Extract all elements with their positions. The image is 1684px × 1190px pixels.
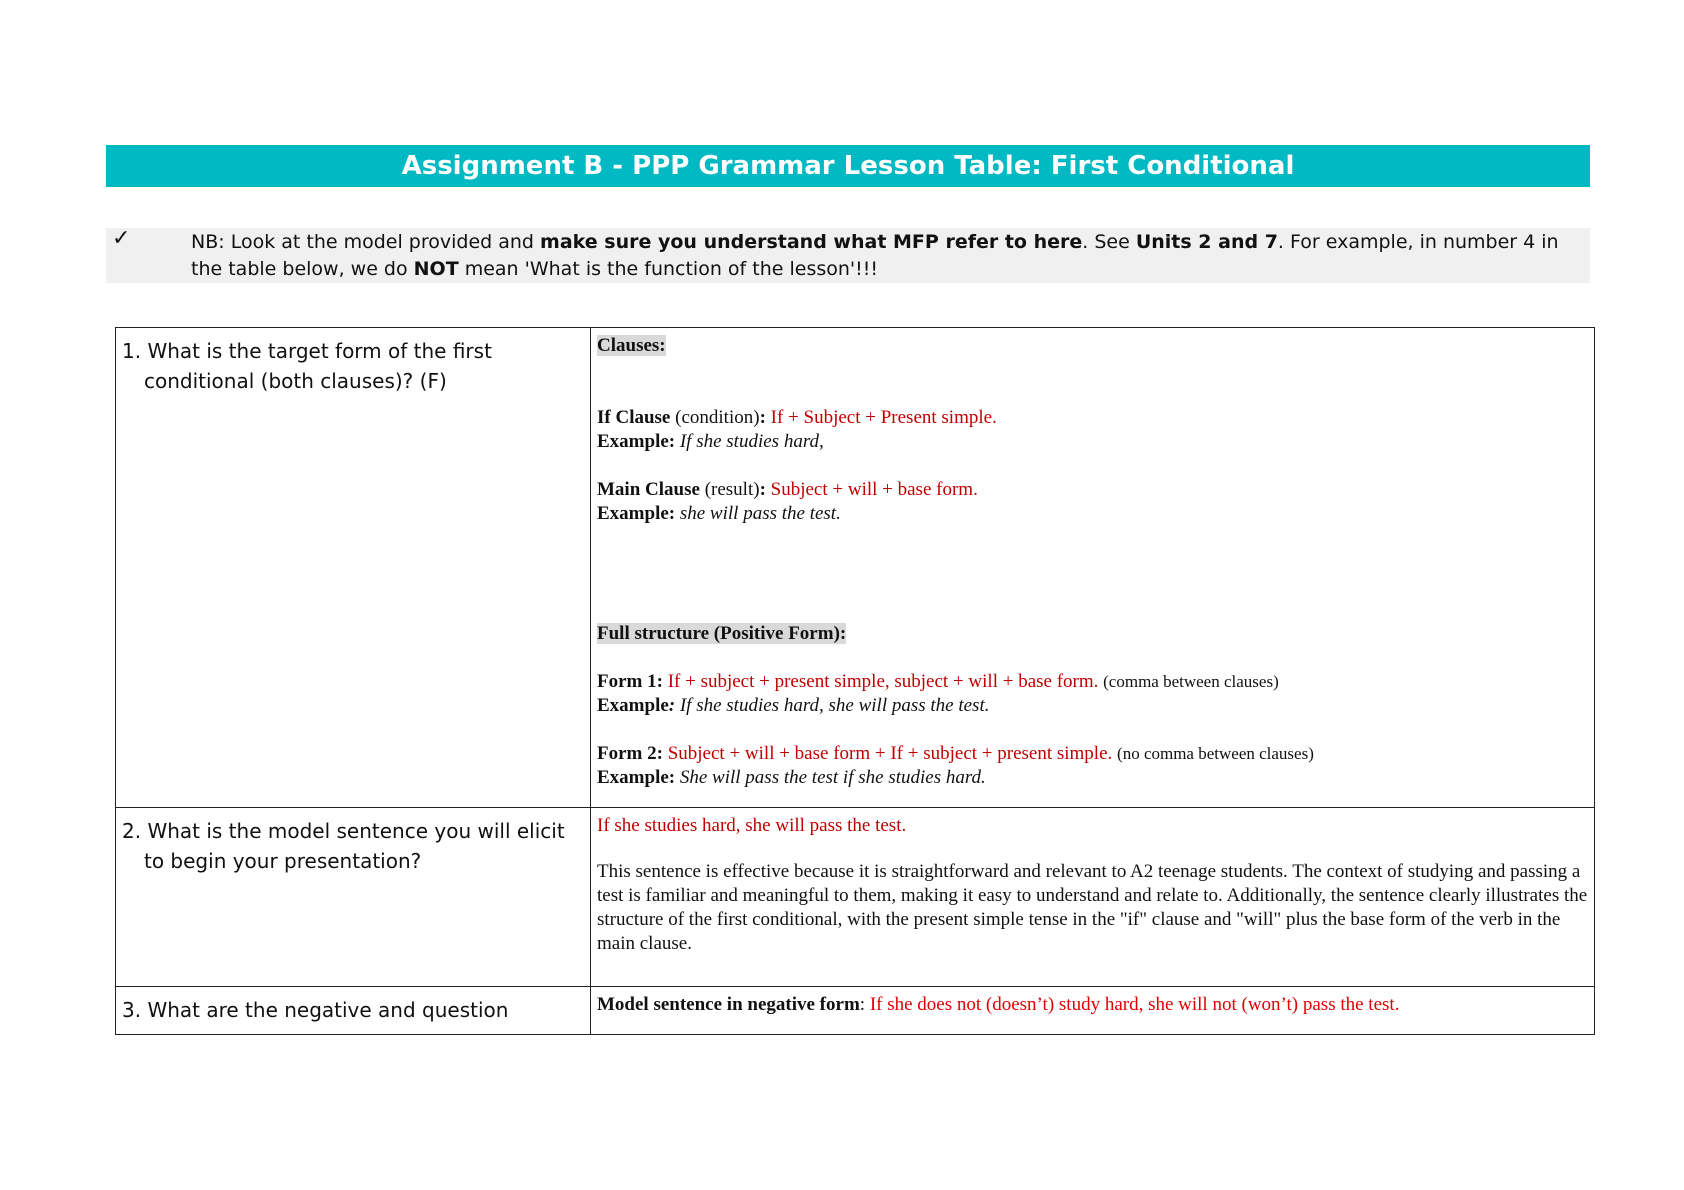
example-label: Example: [597, 695, 669, 716]
if-clause-form: If + Subject + Present simple.: [770, 407, 997, 428]
colon: :: [859, 994, 870, 1015]
negative-sentence: If she does not (doesn’t) study hard, she will not (won’t) pass the test.: [869, 994, 1400, 1015]
example-label: Example:: [597, 767, 676, 788]
form2-note: (no comma between clauses): [1117, 744, 1314, 763]
form1-label: Form 1:: [597, 671, 663, 692]
note-bold: Units 2 and 7: [1135, 231, 1278, 253]
form2-example: She will pass the test if she studies hard.: [679, 767, 986, 788]
answer-cell: [591, 328, 1595, 808]
main-clause-form: Subject + will + base form.: [770, 479, 978, 500]
if-example: If she studies hard,: [679, 431, 824, 452]
question-cell: [116, 987, 591, 1035]
answer-cell: [591, 808, 1595, 987]
lesson-table: [115, 327, 1595, 1035]
clauses-heading: Clauses:: [597, 335, 666, 356]
table-row: [116, 987, 1595, 1035]
form2-example-line: [597, 766, 1588, 790]
model-sentence: If she studies hard, she will pass the test.: [597, 815, 907, 836]
note-part: . For example, in number 4 in the table below, we do: [191, 231, 1559, 280]
if-clause-label: If Clause: [597, 407, 671, 428]
form2-label: Form 2:: [597, 743, 663, 764]
question-text: 2. What is the model sentence you will elicit to begin your presentation?: [122, 819, 565, 873]
negative-line: [597, 993, 1588, 1017]
colon: :: [668, 695, 676, 716]
table-row: [116, 328, 1595, 808]
question-cell: [116, 328, 591, 808]
note-bold: NOT: [413, 258, 459, 280]
form2-structure: Subject + will + base form + If + subject + present simple.: [667, 743, 1113, 764]
full-structure-heading: Full structure (Positive Form):: [597, 623, 847, 644]
note-part: NB: Look at the model provided and: [191, 231, 541, 253]
main-clause-line: [597, 478, 1588, 502]
colon: :: [759, 479, 771, 500]
example-label: Example:: [597, 431, 676, 452]
form1-line: [597, 670, 1588, 694]
model-explanation: This sentence is effective because it is straightforward and relevant to A2 teenage students. The context of studying and passing a test is familiar and meaningful to them, making it easy to understand and relate to. Additionally, the sentence clearly illustrates the structure of the first conditional, with the present simple tense in the "if" clause and "will" plus the base form of the verb in the main clause.: [597, 861, 1588, 954]
note-text: [191, 229, 1586, 283]
question-text: 1. What is the target form of the first conditional (both clauses)? (F): [122, 339, 492, 393]
question-cell: [116, 808, 591, 987]
if-clause-note: (condition): [670, 407, 760, 428]
colon: :: [759, 407, 771, 428]
form1-structure: If + subject + present simple, subject + will + base form.: [667, 671, 1099, 692]
answer-cell: [591, 987, 1595, 1035]
if-clause-line: [597, 406, 1588, 430]
if-example-line: [597, 430, 1588, 454]
note-part: mean 'What is the function of the lesson'!!!: [458, 258, 878, 280]
form1-note: (comma between clauses): [1103, 672, 1279, 691]
negative-label: Model sentence in negative form: [597, 994, 860, 1015]
main-clause-note: (result): [699, 479, 760, 500]
check-icon: ✓: [112, 226, 131, 251]
main-clause-label: Main Clause: [597, 479, 700, 500]
page-title: Assignment B - PPP Grammar Lesson Table: First Conditional: [106, 145, 1590, 187]
form2-line: [597, 742, 1588, 766]
table-row: [116, 808, 1595, 987]
main-example: she will pass the test.: [679, 503, 841, 524]
note-bold: make sure you understand what MFP refer to here: [540, 231, 1083, 253]
form1-example-line: [597, 694, 1588, 718]
example-label: Example:: [597, 503, 676, 524]
main-example-line: [597, 502, 1588, 526]
form1-example: If she studies hard, she will pass the test.: [679, 695, 990, 716]
question-text: 3. What are the negative and question: [122, 998, 509, 1022]
note-part: . See: [1082, 231, 1136, 253]
